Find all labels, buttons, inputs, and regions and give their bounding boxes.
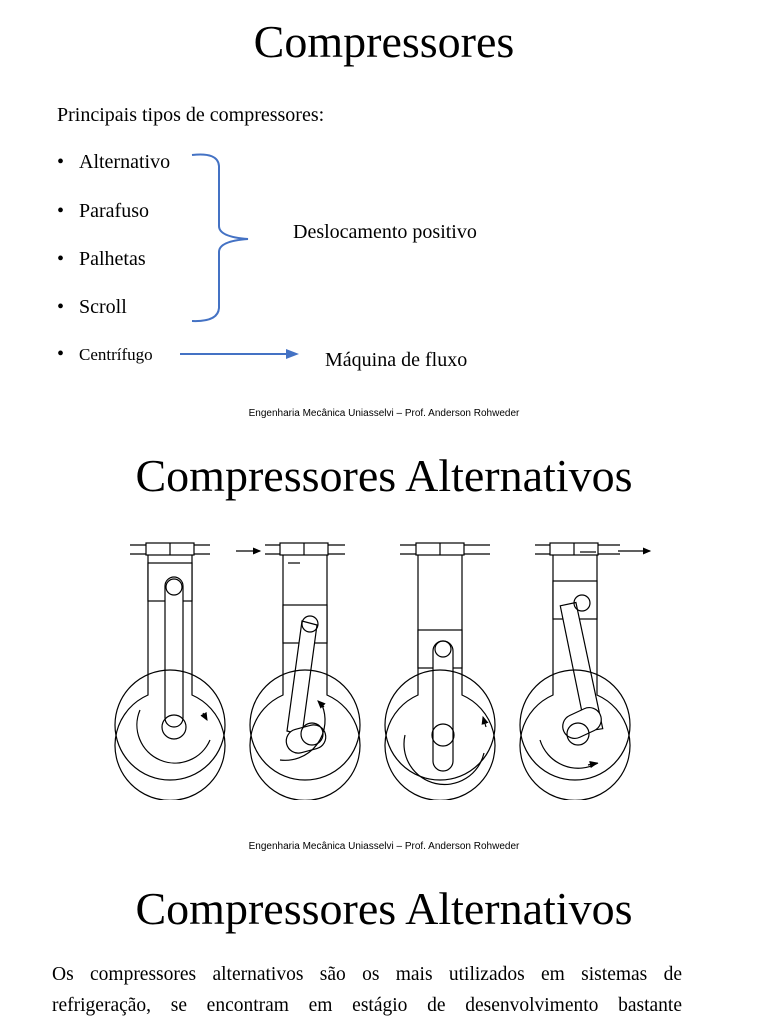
compressor-stage-1 [115,543,260,800]
paragraph-line: refrigeração, se encontram em estágio de desenvolvimento bastante [52,995,682,1016]
bullet-item [57,150,170,174]
bullet-item [57,295,127,319]
bullet-item [57,199,149,223]
curly-brace-icon [188,150,258,328]
bullet-label: Alternativo [79,151,171,173]
bullet-label: Centrífugo [79,345,153,364]
slide3-title: Compressores Alternativos [135,883,633,934]
bullet-dot: • [57,151,65,173]
bullet-dot: • [57,200,65,222]
bullet-label: Palhetas [79,248,146,270]
bullet-item [57,342,153,367]
bullet-item [57,247,146,271]
bullet-dot: • [57,248,65,270]
body-paragraph [52,959,682,1021]
compressor-stage-3 [385,543,495,800]
reciprocating-compressor-diagram [110,535,660,800]
arrow-right-icon [178,346,302,362]
paragraph-line: Os compressores alternativos são os mais utilizados em sistemas de [52,964,682,985]
compressor-stage-2 [250,543,360,800]
bullet-label: Scroll [79,296,127,318]
bullet-dot: • [57,343,65,365]
slide-footer: Engenharia Mecânica Uniasselvi – Prof. Anderson Rohweder [248,841,520,852]
flow-machine-label: Máquina de fluxo [325,349,468,371]
slide2-title: Compressores Alternativos [135,450,633,501]
slide-footer: Engenharia Mecânica Uniasselvi – Prof. Anderson Rohweder [248,408,520,419]
bullet-dot: • [57,296,65,318]
intro-text: Principais tipos de compressores: [57,104,325,126]
positive-displacement-label: Deslocamento positivo [293,221,477,243]
slide1-title: Compressores [253,16,515,67]
bullet-label: Parafuso [79,200,149,222]
